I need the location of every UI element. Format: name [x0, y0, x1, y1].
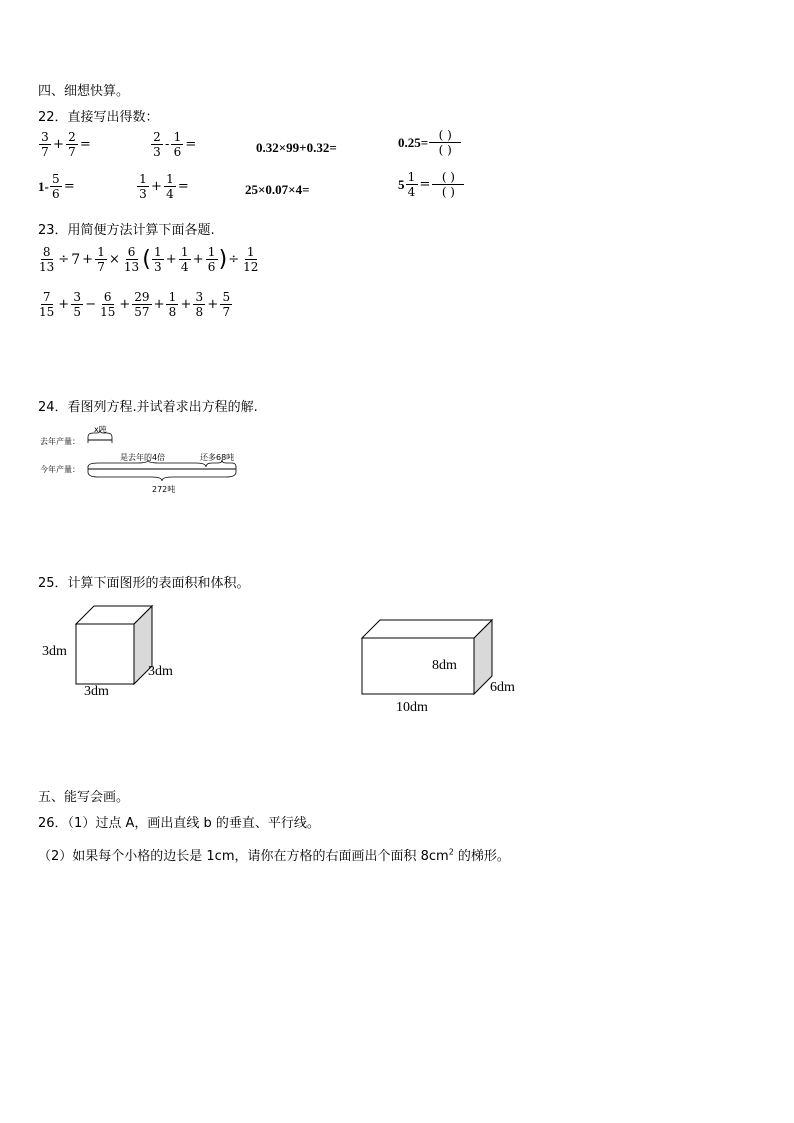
q24-title: 24．看图列方程.并试着求出方程的解.	[38, 400, 258, 415]
box-depth-label: 6dm	[490, 680, 515, 695]
cube-height-label: 3dm	[42, 644, 67, 659]
q24-line-diagram	[38, 422, 258, 498]
cube-figure	[38, 600, 198, 710]
q23-title: 23．用简便方法计算下面各题.	[38, 223, 215, 238]
cube-width-label: 3dm	[84, 684, 109, 699]
fraction: $\frac{1}{4}$	[406, 170, 418, 199]
box-height-label: 8dm	[432, 658, 457, 673]
fraction: $\frac{2}{7}$	[66, 130, 78, 159]
times-label: 是去年的4倍	[120, 453, 166, 462]
blank-fraction: $\frac{( )}{( )}$	[432, 170, 464, 199]
box-width-label: 10dm	[396, 700, 428, 715]
more-label: 还多68吨	[200, 453, 235, 462]
section5-title: 五、能写会画。	[38, 790, 130, 805]
fraction: $\frac{5}{6}$	[50, 172, 62, 201]
section4-title: 四、细想快算。	[38, 84, 130, 99]
q22-r1-a: $\frac{3}{7}$ + $\frac{2}{7}$ =	[38, 130, 92, 159]
q22-r1-b: $\frac{2}{3}$ - $\frac{1}{6}$ =	[150, 130, 197, 159]
q23-expression-2: $\frac{7}{15}$ + $\frac{3}{5}$ − $\frac{6}{15}$ + $\frac{29}{57}$ + $\frac{1}{8}$ + $\frac{3}{8}$ + $\frac{5}{7}$	[36, 290, 233, 319]
line-segments	[38, 422, 258, 498]
fraction: $\frac{1}{6}$	[171, 130, 183, 159]
q22-title: 22．直接写出得数：	[38, 110, 159, 125]
q22-r2-a: 1- $\frac{5}{6}$ =	[38, 172, 75, 201]
fraction: $\frac{2}{3}$	[151, 130, 163, 159]
q22-r1-d: 0.25= $\frac{( )}{( )}$	[398, 128, 462, 157]
fraction: $\frac{1}{4}$	[164, 172, 176, 201]
last-year-label: 去年产量：	[40, 437, 80, 446]
x-label: x吨	[94, 425, 107, 434]
q22-r2-c: 25×0.07×4=	[245, 182, 310, 197]
fraction: $\frac{1}{3}$	[137, 172, 149, 201]
this-year-label: 今年产量：	[40, 465, 80, 474]
total-label: 272吨	[152, 485, 176, 494]
q23-expression-1: $\frac{8}{13}$ ÷ 7 + $\frac{1}{7}$ × $\frac{6}{13}$ ( $\frac{1}{3}$ + $\frac{1}{4}$ + $\frac{1}{6}$ ) ÷ $\frac{1}{12}$	[39, 245, 259, 274]
blank-fraction: $\frac{( )}{( )}$	[429, 128, 461, 157]
q22-r2-d: 5 $\frac{1}{4}$ = $\frac{( )}{( )}$	[398, 170, 465, 199]
q22-r2-b: $\frac{1}{3}$ + $\frac{1}{4}$ =	[136, 172, 190, 201]
box-figure	[356, 614, 536, 724]
fraction: $\frac{3}{7}$	[39, 130, 51, 159]
q26-line1: 26．（1）过点 A，画出直线 b 的垂直、平行线。	[38, 816, 320, 831]
cube-depth-label: 3dm	[148, 664, 173, 679]
q26-line2: （2）如果每个小格的边长是 1cm，请你在方格的右面画出个面积 $8cm^2$ 的梯形。	[38, 847, 510, 864]
q22-r1-c: 0.32×99+0.32=	[256, 140, 337, 155]
q25-title: 25．计算下面图形的表面积和体积。	[38, 576, 250, 591]
